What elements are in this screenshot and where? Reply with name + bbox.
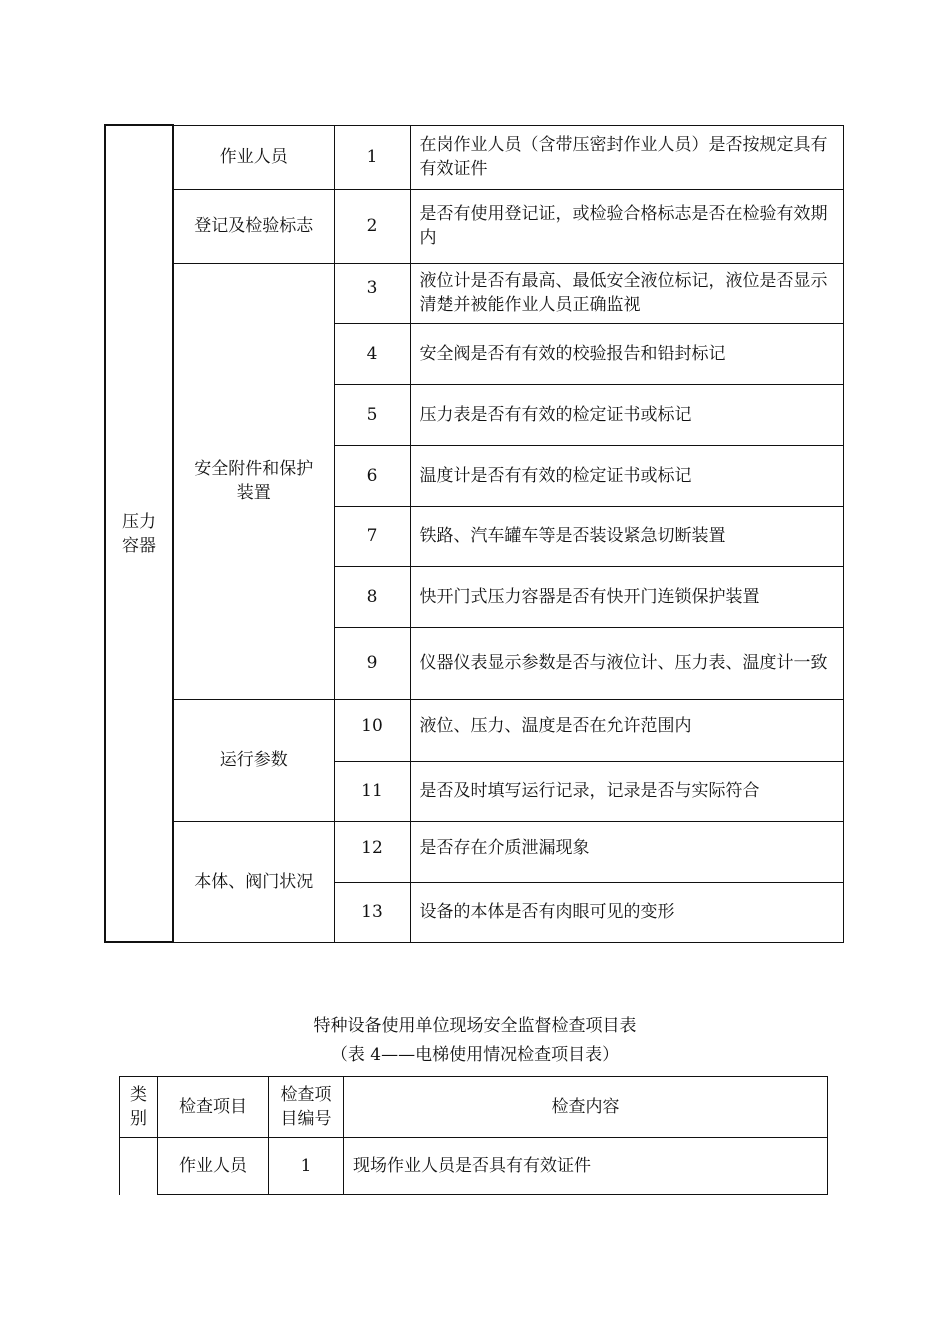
content-cell: 是否有使用登记证，或检验合格标志是否在检验有效期内	[410, 189, 843, 263]
table-row	[105, 189, 843, 263]
content-cell: 压力表是否有有效的检定证书或标记	[410, 384, 843, 445]
number-cell: 4	[334, 323, 410, 384]
content-cell: 快开门式压力容器是否有快开门连锁保护装置	[410, 566, 843, 627]
content-cell: 温度计是否有有效的检定证书或标记	[410, 445, 843, 506]
elevator-check-table	[119, 1076, 828, 1195]
item-cell: 本体、阀门状况	[173, 821, 334, 942]
number-cell: 1	[334, 125, 410, 189]
number-cell: 8	[334, 566, 410, 627]
content-cell: 液位计是否有最高、最低安全液位标记，液位是否显示清楚并被能作业人员正确监视	[410, 263, 843, 323]
content-cell: 安全阀是否有有效的校验报告和铅封标记	[410, 323, 843, 384]
number-cell: 13	[334, 882, 410, 942]
item-cell: 作业人员	[158, 1138, 269, 1195]
content-cell: 设备的本体是否有肉眼可见的变形	[410, 882, 843, 942]
table-row	[105, 699, 843, 761]
number-cell: 12	[334, 821, 410, 882]
pressure-vessel-table	[104, 124, 844, 943]
content-cell: 仪器仪表显示参数是否与液位计、压力表、温度计一致	[410, 627, 843, 699]
number-cell: 6	[334, 445, 410, 506]
table-header-row	[120, 1077, 828, 1138]
header-item: 检查项目	[158, 1077, 269, 1138]
content-cell: 是否及时填写运行记录，记录是否与实际符合	[410, 761, 843, 821]
number-cell: 1	[269, 1138, 344, 1195]
content-cell: 液位、压力、温度是否在允许范围内	[410, 699, 843, 761]
table-row	[105, 263, 843, 323]
header-number-label: 检查项 目编号	[280, 1085, 332, 1129]
item-cell: 运行参数	[173, 699, 334, 821]
number-cell: 5	[334, 384, 410, 445]
header-content: 检查内容	[344, 1077, 828, 1138]
number-cell: 7	[334, 506, 410, 566]
content-cell: 铁路、汽车罐车等是否装设紧急切断装置	[410, 506, 843, 566]
table-row	[120, 1138, 828, 1195]
number-cell: 9	[334, 627, 410, 699]
category-label: 压力 容器	[122, 511, 156, 556]
content-cell: 在岗作业人员（含带压密封作业人员）是否按规定具有有效证件	[410, 125, 843, 189]
header-category-label: 类 别	[130, 1085, 147, 1129]
header-category	[120, 1077, 158, 1138]
category-cell	[120, 1138, 158, 1195]
number-cell: 3	[334, 263, 410, 323]
number-cell: 10	[334, 699, 410, 761]
table-subtitle: （表 4——电梯使用情况检查项目表）	[330, 1045, 620, 1065]
item-cell: 登记及检验标志	[173, 189, 334, 263]
item-cell	[173, 263, 334, 699]
item-label: 安全附件和保护装置	[194, 459, 314, 503]
table-row	[105, 821, 843, 882]
number-cell: 2	[334, 189, 410, 263]
content-cell: 现场作业人员是否具有有效证件	[344, 1138, 828, 1195]
item-cell: 作业人员	[173, 125, 334, 189]
table-row	[105, 125, 843, 189]
header-number	[269, 1077, 344, 1138]
category-cell	[105, 125, 173, 942]
content-cell: 是否存在介质泄漏现象	[410, 821, 843, 882]
table-title: 特种设备使用单位现场安全监督检查项目表	[313, 1016, 637, 1036]
number-cell: 11	[334, 761, 410, 821]
